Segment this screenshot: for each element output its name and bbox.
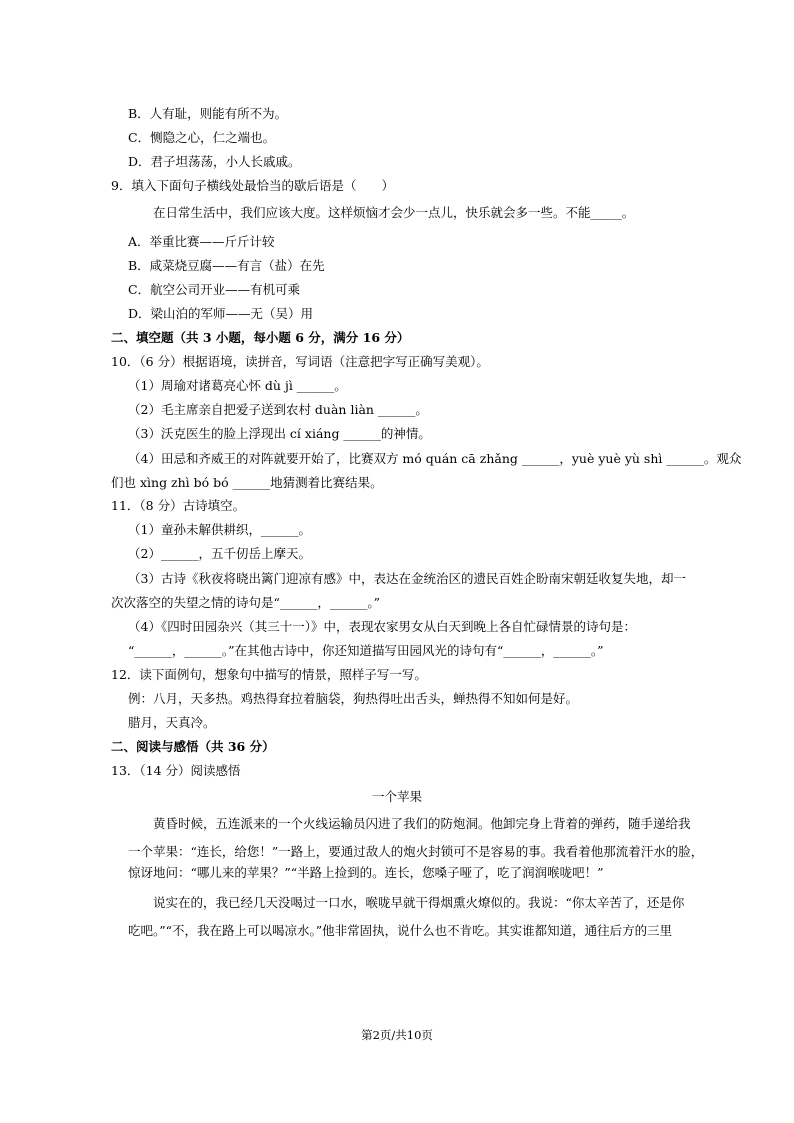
question-12-task: 腊月，天真冷。 [128, 715, 216, 730]
question-11: 11．（8 分）古诗填空。 [111, 498, 246, 513]
question-9: 9．填入下面句子横线处最恰当的歇后语是（ ） [111, 178, 394, 193]
question-10-item: （2）毛主席亲自把爱子送到农村 duàn liàn ______。 [128, 402, 428, 417]
option-a: A．举重比赛——斤斤计较 [128, 234, 275, 249]
option-c: C．恻隐之心，仁之端也。 [128, 130, 276, 145]
option-d: D．君子坦荡荡，小人长戚戚。 [128, 154, 301, 169]
question-10-item: （1）周瑜对诸葛亮心怀 dù jì ______。 [128, 378, 347, 393]
question-11-item: （3）古诗《秋夜将晓出篱门迎凉有感》中，表达在金统治区的遗民百姓企盼南宋朝廷收复失地，却一 [128, 571, 686, 586]
question-11-item-cont: “______，______。”在其他古诗中，你还知道描写田园风光的诗句有“______，______。” [128, 643, 604, 658]
passage-line: 惊讶地问：“哪儿来的苹果？”“半路上捡到的。连长，您嗓子哑了，吃了润润喉咙吧！” [128, 865, 604, 880]
question-11-item: （1）童孙未解供耕织，______。 [128, 522, 311, 537]
question-10-item: （4）田忌和齐威王的对阵就要开始了，比赛双方 mó quán cā zhǎng ______，yuè yuè yù shì ______。观众 [128, 451, 742, 466]
passage-line: 吃吧。”“不，我在路上可以喝凉水。”他非常固执，说什么也不肯吃。其实谁都知道，通往后方的三里 [128, 923, 673, 938]
passage-line: 一个苹果：“连长，给您！”一路上，要通过敌人的炮火封锁可不是容易的事。我看着他那流着汗水的脸， [128, 844, 704, 859]
question-9-sentence: 在日常生活中，我们应该大度。这样烦恼才会少一点儿，快乐就会多一些。不能_____。 [153, 205, 635, 220]
question-11-item: （4）《四时田园杂兴（其三十一）》中，表现农家男女从白天到晚上各自忙碌情景的诗句是： [128, 619, 636, 634]
question-10: 10．（6 分）根据语境，读拼音，写词语（注意把字写正确写美观）。 [111, 354, 489, 369]
question-10-item-cont: 们也 xìng zhì bó bó ______地猜测着比赛结果。 [111, 475, 383, 490]
question-12-example: 例：八月，天多热。鸡热得耷拉着脑袋，狗热得吐出舌头，蝉热得不知如何是好。 [128, 691, 579, 706]
question-10-item: （3）沃克医生的脸上浮现出 cí xiáng ______的神情。 [128, 426, 431, 441]
option-c: C．航空公司开业——有机可乘 [128, 282, 301, 297]
option-b: B．人有耻，则能有所不为。 [128, 106, 288, 121]
section-heading: 二、阅读与感悟（共 36 分） [111, 739, 275, 754]
question-12: 12．读下面例句，想象句中描写的情景，照样子写一写。 [111, 667, 427, 682]
passage-line: 黄昏时候，五连派来的一个火线运输员闪进了我们的防炮洞。他卸完身上背着的弹药，随手递给我 [153, 816, 691, 831]
passage-line: 说实在的，我已经几天没喝过一口水，喉咙早就干得烟熏火燎似的。我说：“你太辛苦了，还是你 [153, 895, 685, 910]
option-b: B．咸菜烧豆腐——有言（盐）在先 [128, 258, 325, 273]
question-11-item: （2）______，五千仞岳上摩天。 [128, 546, 311, 561]
option-d: D．梁山泊的军师——无（吴）用 [128, 306, 314, 321]
section-heading: 二、填空题（共 3 小题，每小题 6 分，满分 16 分） [111, 330, 410, 345]
passage-title: 一个苹果 [371, 789, 422, 804]
question-13: 13．（14 分）阅读感悟 [111, 763, 241, 778]
page-footer: 第2页/共10页 [361, 1028, 433, 1042]
question-11-item-cont: 次次落空的失望之情的诗句是“______，______。” [111, 595, 381, 610]
